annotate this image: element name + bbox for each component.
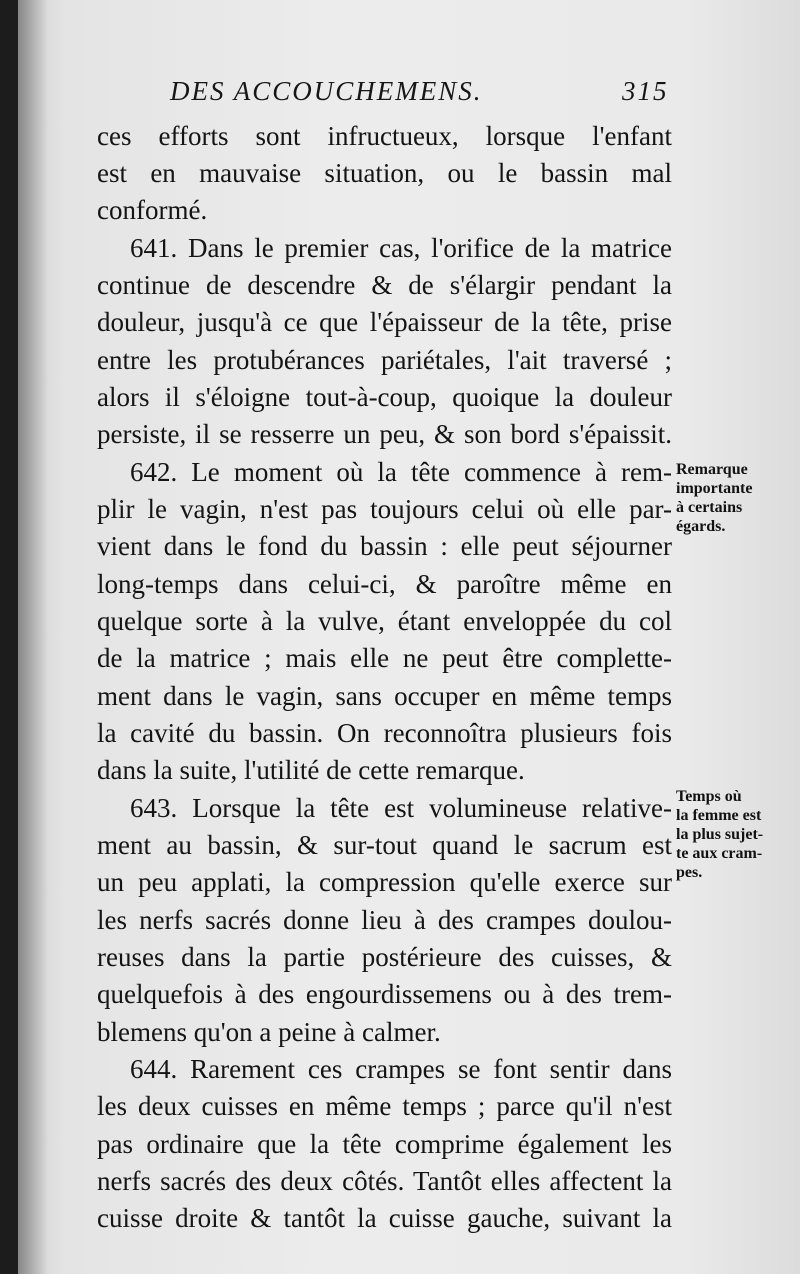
text-line: entre les protubérances pariétales, l'ait traversé ;: [97, 345, 672, 375]
text-line: douleur, jusqu'à ce que l'épaisseur de la tête, prise: [97, 307, 672, 337]
text-line: plir le vagin, n'est pas toujours celui où elle par-: [97, 494, 672, 524]
paragraph-643-start: 643. Lorsque la tête est volumineuse relative-: [130, 793, 672, 823]
text-line: un peu applati, la compression qu'elle exerce sur: [97, 867, 672, 897]
text-line: les nerfs sacrés donne lieu à des crampes doulou-: [97, 905, 672, 935]
text-line: ces efforts sont infructueux, lorsque l'enfant: [97, 121, 672, 151]
text-line: pas ordinaire que la tête comprime également les: [97, 1129, 672, 1159]
text-line: vient dans le fond du bassin : elle peut séjourner: [97, 531, 672, 561]
text-line: persiste, il se resserre un peu, & son bord s'épaissit.: [97, 419, 672, 449]
text-line: conformé.: [97, 195, 208, 225]
text-line: ment au bassin, & sur-tout quand le sacrum est: [97, 830, 672, 860]
text-line: ment dans le vagin, sans occuper en même temps: [97, 681, 672, 711]
text-line: cuisse droite & tantôt la cuisse gauche, suivant la: [97, 1203, 672, 1233]
text-line: long-temps dans celui-ci, & paroître même en: [97, 569, 672, 599]
margin-note-line: égards.: [676, 518, 726, 535]
text-line: est en mauvaise situation, ou le bassin mal: [97, 158, 672, 188]
margin-note-line: Temps où: [676, 788, 742, 805]
margin-note-remarque: [676, 460, 794, 536]
margin-note-line: la plus sujet-: [676, 826, 764, 843]
running-title: DES ACCOUCHEMENS.: [170, 76, 483, 106]
text-line: dans la suite, l'utilité de cette remarque.: [97, 755, 525, 785]
text-line: nerfs sacrés des deux côtés. Tantôt elles affectent la: [97, 1166, 672, 1196]
text-line: la cavité du bassin. On reconnoîtra plusieurs fois: [97, 718, 672, 748]
margin-note-line: te aux cram-: [676, 845, 763, 862]
margin-note-line: à certains: [676, 499, 743, 516]
margin-note-line: importante: [676, 480, 753, 497]
paragraph-642-start: 642. Le moment où la tête commence à rem-: [130, 457, 672, 487]
margin-note-line: pes.: [676, 864, 703, 881]
text-line: continue de descendre & de s'élargir pendant la: [97, 270, 672, 300]
margin-note-line: Remarque: [676, 461, 748, 478]
margin-note-temps: [676, 787, 794, 882]
page-gutter-shadow: [18, 0, 48, 1274]
text-line: alors il s'éloigne tout-à-coup, quoique la douleur: [97, 382, 672, 412]
text-line: reuses dans la partie postérieure des cuisses, &: [97, 942, 672, 972]
text-line: blemens qu'on a peine à calmer.: [97, 1017, 441, 1047]
paragraph-644-start: 644. Rarement ces crampes se font sentir dans: [130, 1054, 672, 1084]
margin-note-line: la femme est: [676, 807, 762, 824]
text-line: quelquefois à des engourdissemens ou à des trem-: [97, 979, 672, 1009]
page-header: [150, 76, 690, 116]
text-line: les deux cuisses en même temps ; parce qu'il n'est: [97, 1091, 672, 1121]
text-line: quelque sorte à la vulve, étant enveloppée du col: [97, 606, 672, 636]
paragraph-641-start: 641. Dans le premier cas, l'orifice de la matrice: [130, 233, 672, 263]
text-line: de la matrice ; mais elle ne peut être complette-: [97, 643, 672, 673]
page-number: 315: [622, 76, 669, 106]
